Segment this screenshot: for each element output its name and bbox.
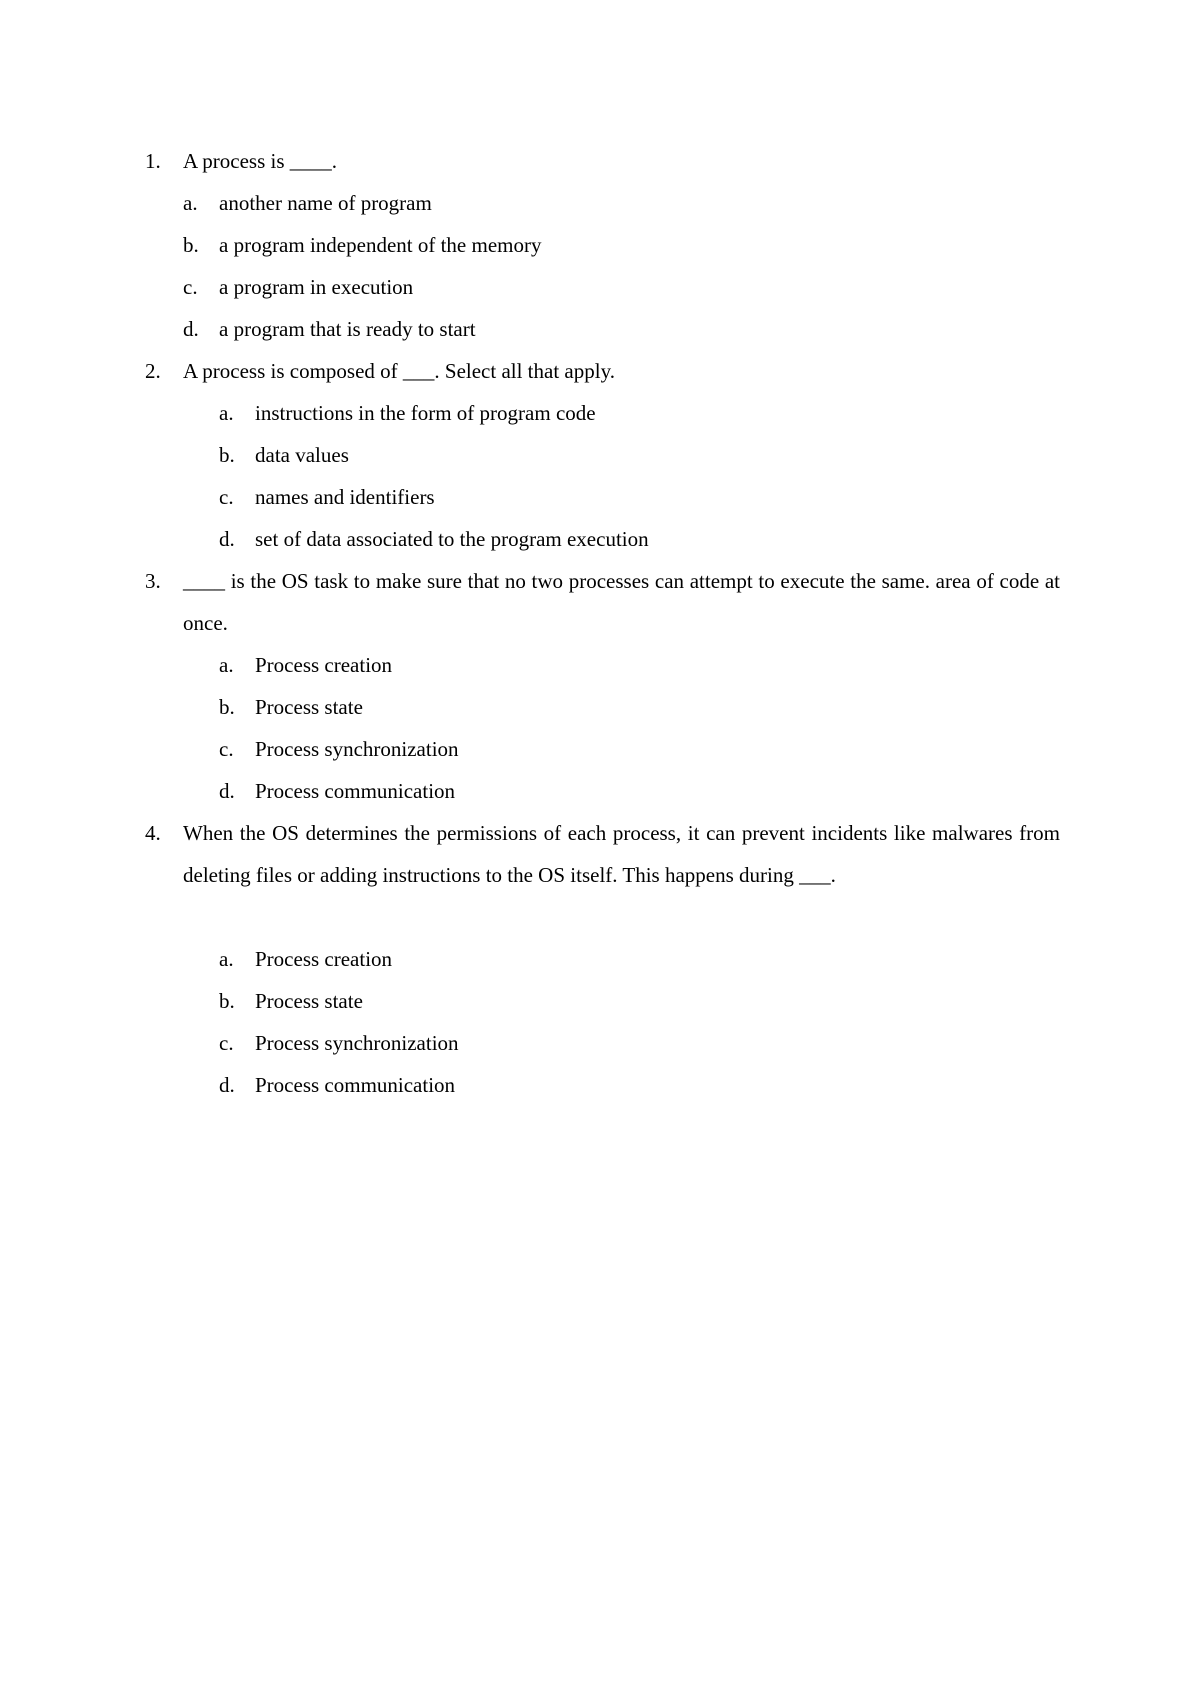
option-letter: d.: [219, 779, 235, 803]
option-text: Process synchronization: [255, 1031, 459, 1055]
option-3a: [219, 644, 392, 686]
question-text: A process is ____.: [183, 149, 337, 173]
option-1d: [183, 308, 476, 350]
option-text: instructions in the form of program code: [255, 401, 596, 425]
option-letter: b.: [219, 989, 235, 1013]
option-text: names and identifiers: [255, 485, 435, 509]
option-letter: a.: [219, 401, 234, 425]
option-text: a program that is ready to start: [219, 317, 476, 341]
option-text: Process creation: [255, 653, 393, 677]
option-text: Process communication: [255, 779, 456, 803]
option-3c: [219, 728, 459, 770]
option-text: Process state: [255, 989, 363, 1013]
option-4b: [219, 980, 363, 1022]
question-1: [145, 140, 1060, 182]
option-2d: [219, 518, 649, 560]
option-1c: [183, 266, 413, 308]
option-4d: [219, 1064, 455, 1106]
question-3: [145, 560, 1060, 644]
option-text: Process communication: [255, 1073, 456, 1097]
option-text: data values: [255, 443, 349, 467]
option-letter: c.: [183, 275, 198, 299]
option-text: Process synchronization: [255, 737, 459, 761]
option-letter: c.: [219, 485, 234, 509]
option-letter: b.: [219, 695, 235, 719]
option-text: set of data associated to the program execution: [255, 527, 649, 551]
option-letter: b.: [183, 233, 199, 257]
question-2: [145, 350, 1060, 392]
option-letter: d.: [219, 1073, 235, 1097]
option-letter: c.: [219, 737, 234, 761]
option-letter: d.: [219, 527, 235, 551]
option-text: a program independent of the memory: [219, 233, 542, 257]
option-2a: [219, 392, 596, 434]
question-text: A process is composed of ___. Select all that apply.: [183, 359, 615, 383]
option-4c: [219, 1022, 459, 1064]
question-text: When the OS determines the permissions of each process, it can prevent incidents like malwares from deleting files or adding instructions to the OS itself. This happens during ___.: [183, 821, 1060, 887]
option-letter: b.: [219, 443, 235, 467]
option-2b: [219, 434, 349, 476]
question-text: ____ is the OS task to make sure that no two processes can attempt to execute the same. area of code at once.: [183, 569, 1060, 635]
option-text: Process state: [255, 695, 363, 719]
option-3b: [219, 686, 363, 728]
question-number: 4.: [145, 821, 161, 845]
option-3d: [219, 770, 455, 812]
option-1a: [183, 182, 432, 224]
option-letter: d.: [183, 317, 199, 341]
option-letter: a.: [183, 191, 198, 215]
question-number: 2.: [145, 359, 161, 383]
option-text: a program in execution: [219, 275, 414, 299]
option-letter: c.: [219, 1031, 234, 1055]
option-letter: a.: [219, 653, 234, 677]
option-letter: a.: [219, 947, 234, 971]
option-text: Process creation: [255, 947, 393, 971]
question-4: [145, 812, 1060, 896]
option-2c: [219, 476, 435, 518]
option-4a: [219, 938, 392, 980]
option-1b: [183, 224, 541, 266]
question-number: 1.: [145, 149, 161, 173]
option-text: another name of program: [219, 191, 432, 215]
question-number: 3.: [145, 569, 161, 593]
